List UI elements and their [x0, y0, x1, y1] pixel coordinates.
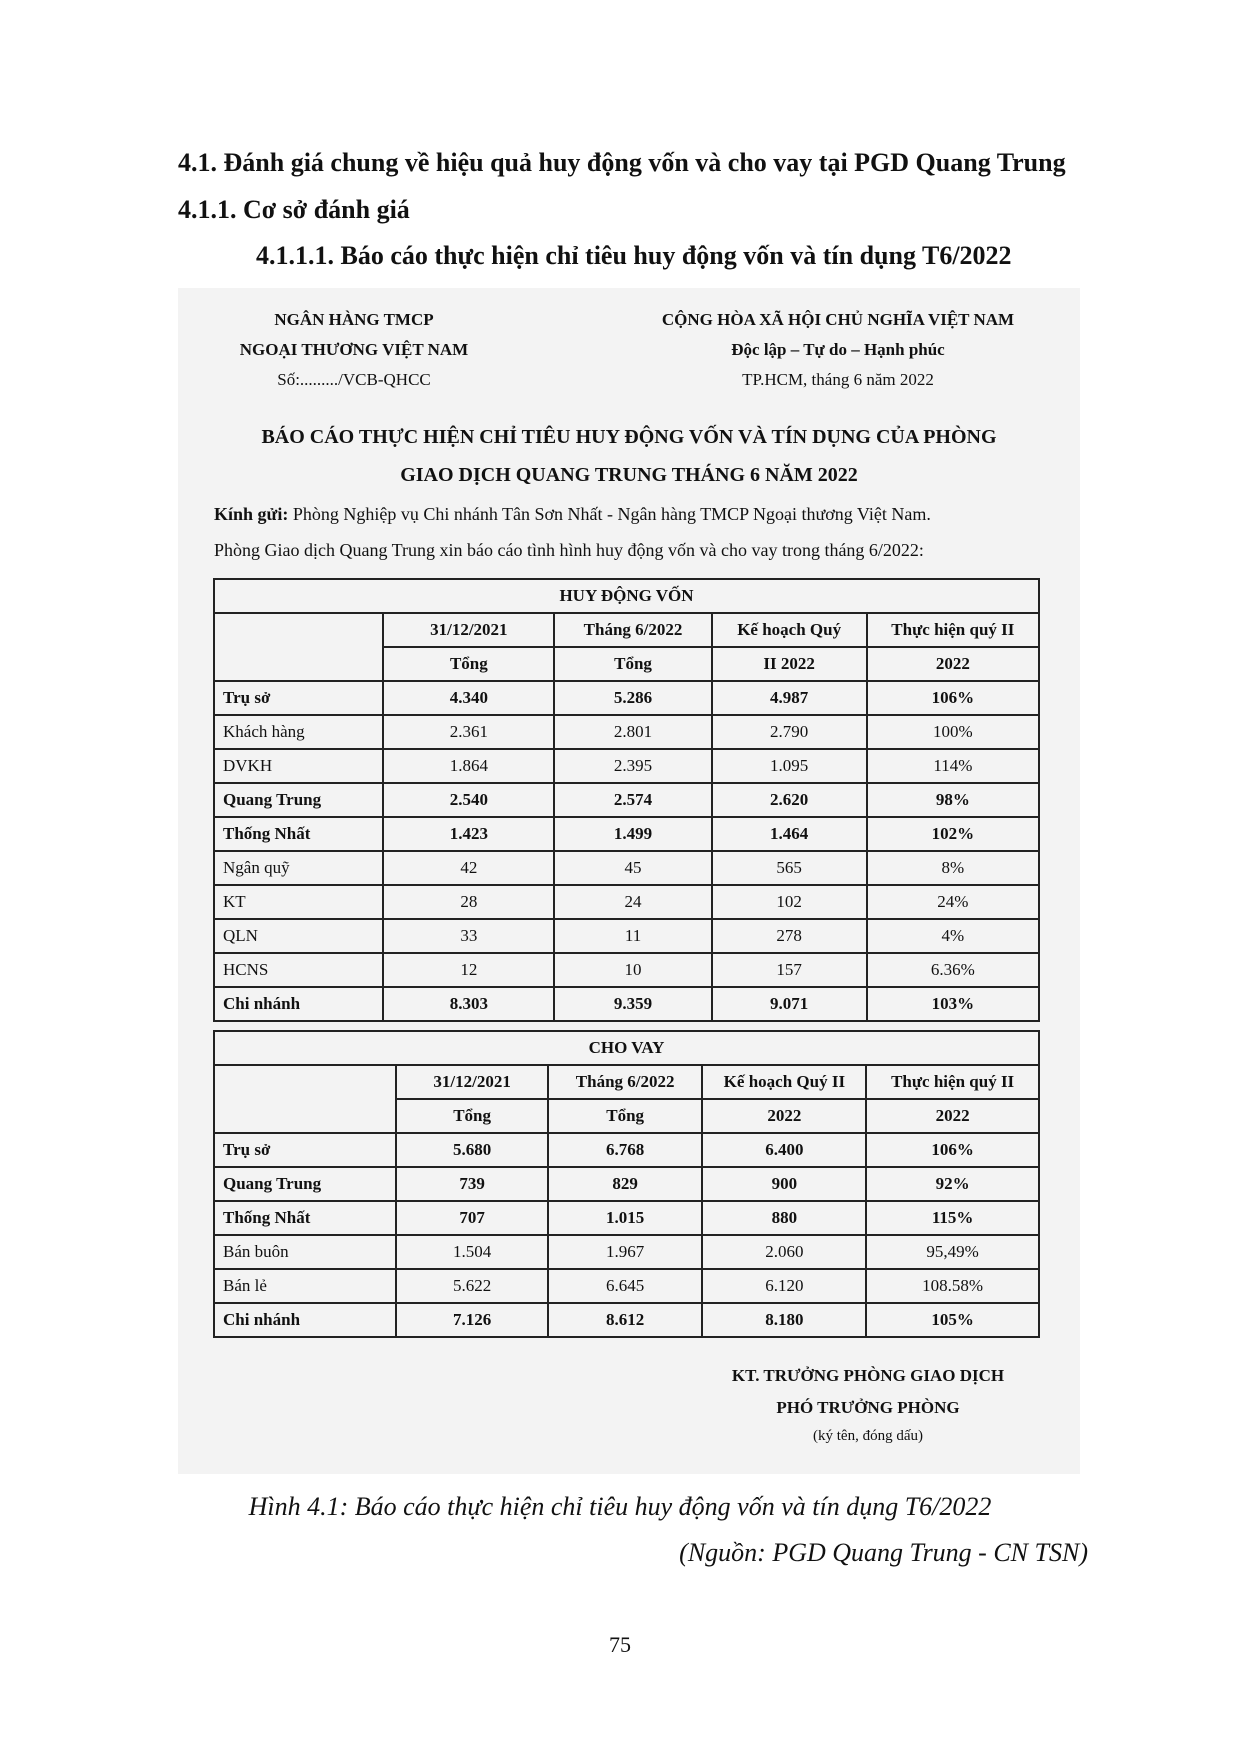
figure-caption: Hình 4.1: Báo cáo thực hiện chỉ tiêu huy động vốn và tín dụng T6/2022	[248, 1492, 992, 1521]
cell: 1.499	[554, 817, 711, 851]
table-row	[214, 749, 1039, 783]
cell: 880	[702, 1201, 866, 1235]
cell: 10	[554, 953, 711, 987]
recipient-text: Phòng Nghiệp vụ Chi nhánh Tân Sơn Nhất - Ngân hàng TMCP Ngoại thương Việt Nam.	[288, 504, 931, 524]
row-label: Trụ sở	[214, 681, 383, 715]
cell: 9.071	[712, 987, 867, 1021]
row-label: Quang Trung	[214, 1167, 396, 1201]
deposit-table	[213, 578, 1040, 1022]
col-header-jun2022: Tháng 6/2022	[554, 613, 711, 647]
nation-motto: Độc lập – Tự do – Hạnh phúc	[731, 340, 945, 359]
recipient-line	[214, 504, 931, 525]
row-label: QLN	[214, 919, 383, 953]
cell: 6.645	[548, 1269, 703, 1303]
cell: 707	[396, 1201, 547, 1235]
cell: 2.361	[383, 715, 554, 749]
cell: 2.620	[712, 783, 867, 817]
report-title-line1: BÁO CÁO THỰC HIỆN CHỈ TIÊU HUY ĐỘNG VỐN VÀ TÍN DỤNG CỦA PHÒNG	[261, 426, 997, 448]
cell: 6.36%	[867, 953, 1039, 987]
col-header-plan-line2: 2022	[702, 1099, 866, 1133]
cell: 102%	[867, 817, 1039, 851]
row-label: Thống Nhất	[214, 1201, 396, 1235]
col-header-actual-line1: Thực hiện quý II	[867, 613, 1039, 647]
cell: 829	[548, 1167, 703, 1201]
cell: 102	[712, 885, 867, 919]
row-label: Khách hàng	[214, 715, 383, 749]
figure-source: (Nguồn: PGD Quang Trung - CN TSN)	[679, 1538, 1088, 1567]
col-header-plan-line1: Kế hoạch Quý II	[702, 1065, 866, 1099]
cell: 105%	[866, 1303, 1039, 1337]
cell: 8.180	[702, 1303, 866, 1337]
bank-name-line1: NGÂN HÀNG TMCP	[274, 310, 434, 329]
loan-section-title: CHO VAY	[214, 1031, 1039, 1065]
loan-table	[213, 1030, 1040, 1338]
table-row	[214, 919, 1039, 953]
cell: 900	[702, 1167, 866, 1201]
cell: 33	[383, 919, 554, 953]
cell: 115%	[866, 1201, 1039, 1235]
cell: 2.395	[554, 749, 711, 783]
cell: 157	[712, 953, 867, 987]
cell: 1.464	[712, 817, 867, 851]
table-row	[214, 1303, 1039, 1337]
document-number: Số:........./VCB-QHCC	[277, 370, 431, 389]
intro-line: Phòng Giao dịch Quang Trung xin báo cáo tình hình huy động vốn và cho vay trong tháng 6/2022:	[214, 540, 924, 560]
row-label: KT	[214, 885, 383, 919]
row-label: Chi nhánh	[214, 1303, 396, 1337]
row-label: Thống Nhất	[214, 817, 383, 851]
cell: 7.126	[396, 1303, 547, 1337]
table-row	[214, 817, 1039, 851]
cell: 98%	[867, 783, 1039, 817]
cell: 2.574	[554, 783, 711, 817]
table-row	[214, 953, 1039, 987]
report-title-line2: GIAO DỊCH QUANG TRUNG THÁNG 6 NĂM 2022	[400, 464, 858, 486]
signature-position: PHÓ TRƯỞNG PHÒNG	[776, 1398, 960, 1417]
cell: 8.303	[383, 987, 554, 1021]
row-label: Bán lẻ	[214, 1269, 396, 1303]
cell: 6.120	[702, 1269, 866, 1303]
row-label: DVKH	[214, 749, 383, 783]
cell: 114%	[867, 749, 1039, 783]
col-header-jun2022: Tháng 6/2022	[548, 1065, 703, 1099]
table-row	[214, 1167, 1039, 1201]
cell: 4%	[867, 919, 1039, 953]
cell: 5.622	[396, 1269, 547, 1303]
cell: 8.612	[548, 1303, 703, 1337]
table-row	[214, 681, 1039, 715]
cell: 5.286	[554, 681, 711, 715]
cell: 11	[554, 919, 711, 953]
scanned-report	[178, 288, 1080, 1474]
nation-title: CỘNG HÒA XÃ HỘI CHỦ NGHĨA VIỆT NAM	[661, 310, 1015, 329]
subsubsection-heading: 4.1.1.1. Báo cáo thực hiện chỉ tiêu huy động vốn và tín dụng T6/2022	[256, 241, 1012, 270]
col-subheader-total: Tổng	[554, 647, 711, 681]
row-label: Chi nhánh	[214, 987, 383, 1021]
cell: 9.359	[554, 987, 711, 1021]
cell: 8%	[867, 851, 1039, 885]
col-subheader-total: Tổng	[383, 647, 554, 681]
cell: 2.540	[383, 783, 554, 817]
cell: 1.504	[396, 1235, 547, 1269]
bank-name-line2: NGOẠI THƯƠNG VIỆT NAM	[239, 340, 469, 359]
cell: 100%	[867, 715, 1039, 749]
cell: 42	[383, 851, 554, 885]
cell: 106%	[867, 681, 1039, 715]
row-label: Trụ sở	[214, 1133, 396, 1167]
cell: 12	[383, 953, 554, 987]
cell: 95,49%	[866, 1235, 1039, 1269]
col-subheader-total: Tổng	[548, 1099, 703, 1133]
cell: 1.015	[548, 1201, 703, 1235]
table-row	[214, 1235, 1039, 1269]
table-row	[214, 1269, 1039, 1303]
cell: 1.423	[383, 817, 554, 851]
cell: 2.060	[702, 1235, 866, 1269]
place-date: TP.HCM, tháng 6 năm 2022	[742, 370, 934, 389]
cell: 565	[712, 851, 867, 885]
signature-title: KT. TRƯỞNG PHÒNG GIAO DỊCH	[731, 1366, 1005, 1385]
cell: 24%	[867, 885, 1039, 919]
table-row	[214, 1201, 1039, 1235]
table-corner	[214, 613, 383, 681]
table-row	[214, 885, 1039, 919]
table-row	[214, 783, 1039, 817]
row-label: Quang Trung	[214, 783, 383, 817]
col-header-plan-line1: Kế hoạch Quý	[712, 613, 867, 647]
cell: 28	[383, 885, 554, 919]
cell: 4.340	[383, 681, 554, 715]
deposit-section-title: HUY ĐỘNG VỐN	[214, 579, 1039, 613]
recipient-label: Kính gửi:	[214, 504, 289, 524]
subsection-heading: 4.1.1. Cơ sở đánh giá	[178, 195, 410, 224]
cell: 4.987	[712, 681, 867, 715]
cell: 2.801	[554, 715, 711, 749]
col-header-dec2021: 31/12/2021	[383, 613, 554, 647]
cell: 45	[554, 851, 711, 885]
table-row	[214, 987, 1039, 1021]
col-header-actual-line2: 2022	[866, 1099, 1039, 1133]
cell: 6.768	[548, 1133, 703, 1167]
row-label: Ngân quỹ	[214, 851, 383, 885]
section-heading: 4.1. Đánh giá chung về hiệu quả huy động vốn và cho vay tại PGD Quang Trung	[178, 148, 1066, 177]
col-header-plan-line2: II 2022	[712, 647, 867, 681]
cell: 92%	[866, 1167, 1039, 1201]
cell: 1.095	[712, 749, 867, 783]
cell: 739	[396, 1167, 547, 1201]
cell: 6.400	[702, 1133, 866, 1167]
cell: 1.967	[548, 1235, 703, 1269]
col-header-actual-line2: 2022	[867, 647, 1039, 681]
table-corner	[214, 1065, 396, 1133]
row-label: Bán buôn	[214, 1235, 396, 1269]
cell: 108.58%	[866, 1269, 1039, 1303]
cell: 106%	[866, 1133, 1039, 1167]
cell: 5.680	[396, 1133, 547, 1167]
col-header-dec2021: 31/12/2021	[396, 1065, 547, 1099]
cell: 2.790	[712, 715, 867, 749]
col-subheader-total: Tổng	[396, 1099, 547, 1133]
cell: 24	[554, 885, 711, 919]
row-label: HCNS	[214, 953, 383, 987]
table-row	[214, 1133, 1039, 1167]
table-row	[214, 715, 1039, 749]
page-number: 75	[609, 1632, 631, 1657]
cell: 1.864	[383, 749, 554, 783]
cell: 103%	[867, 987, 1039, 1021]
signature-note: (ký tên, đóng dấu)	[813, 1428, 923, 1444]
col-header-actual-line1: Thực hiện quý II	[866, 1065, 1039, 1099]
table-row	[214, 851, 1039, 885]
cell: 278	[712, 919, 867, 953]
